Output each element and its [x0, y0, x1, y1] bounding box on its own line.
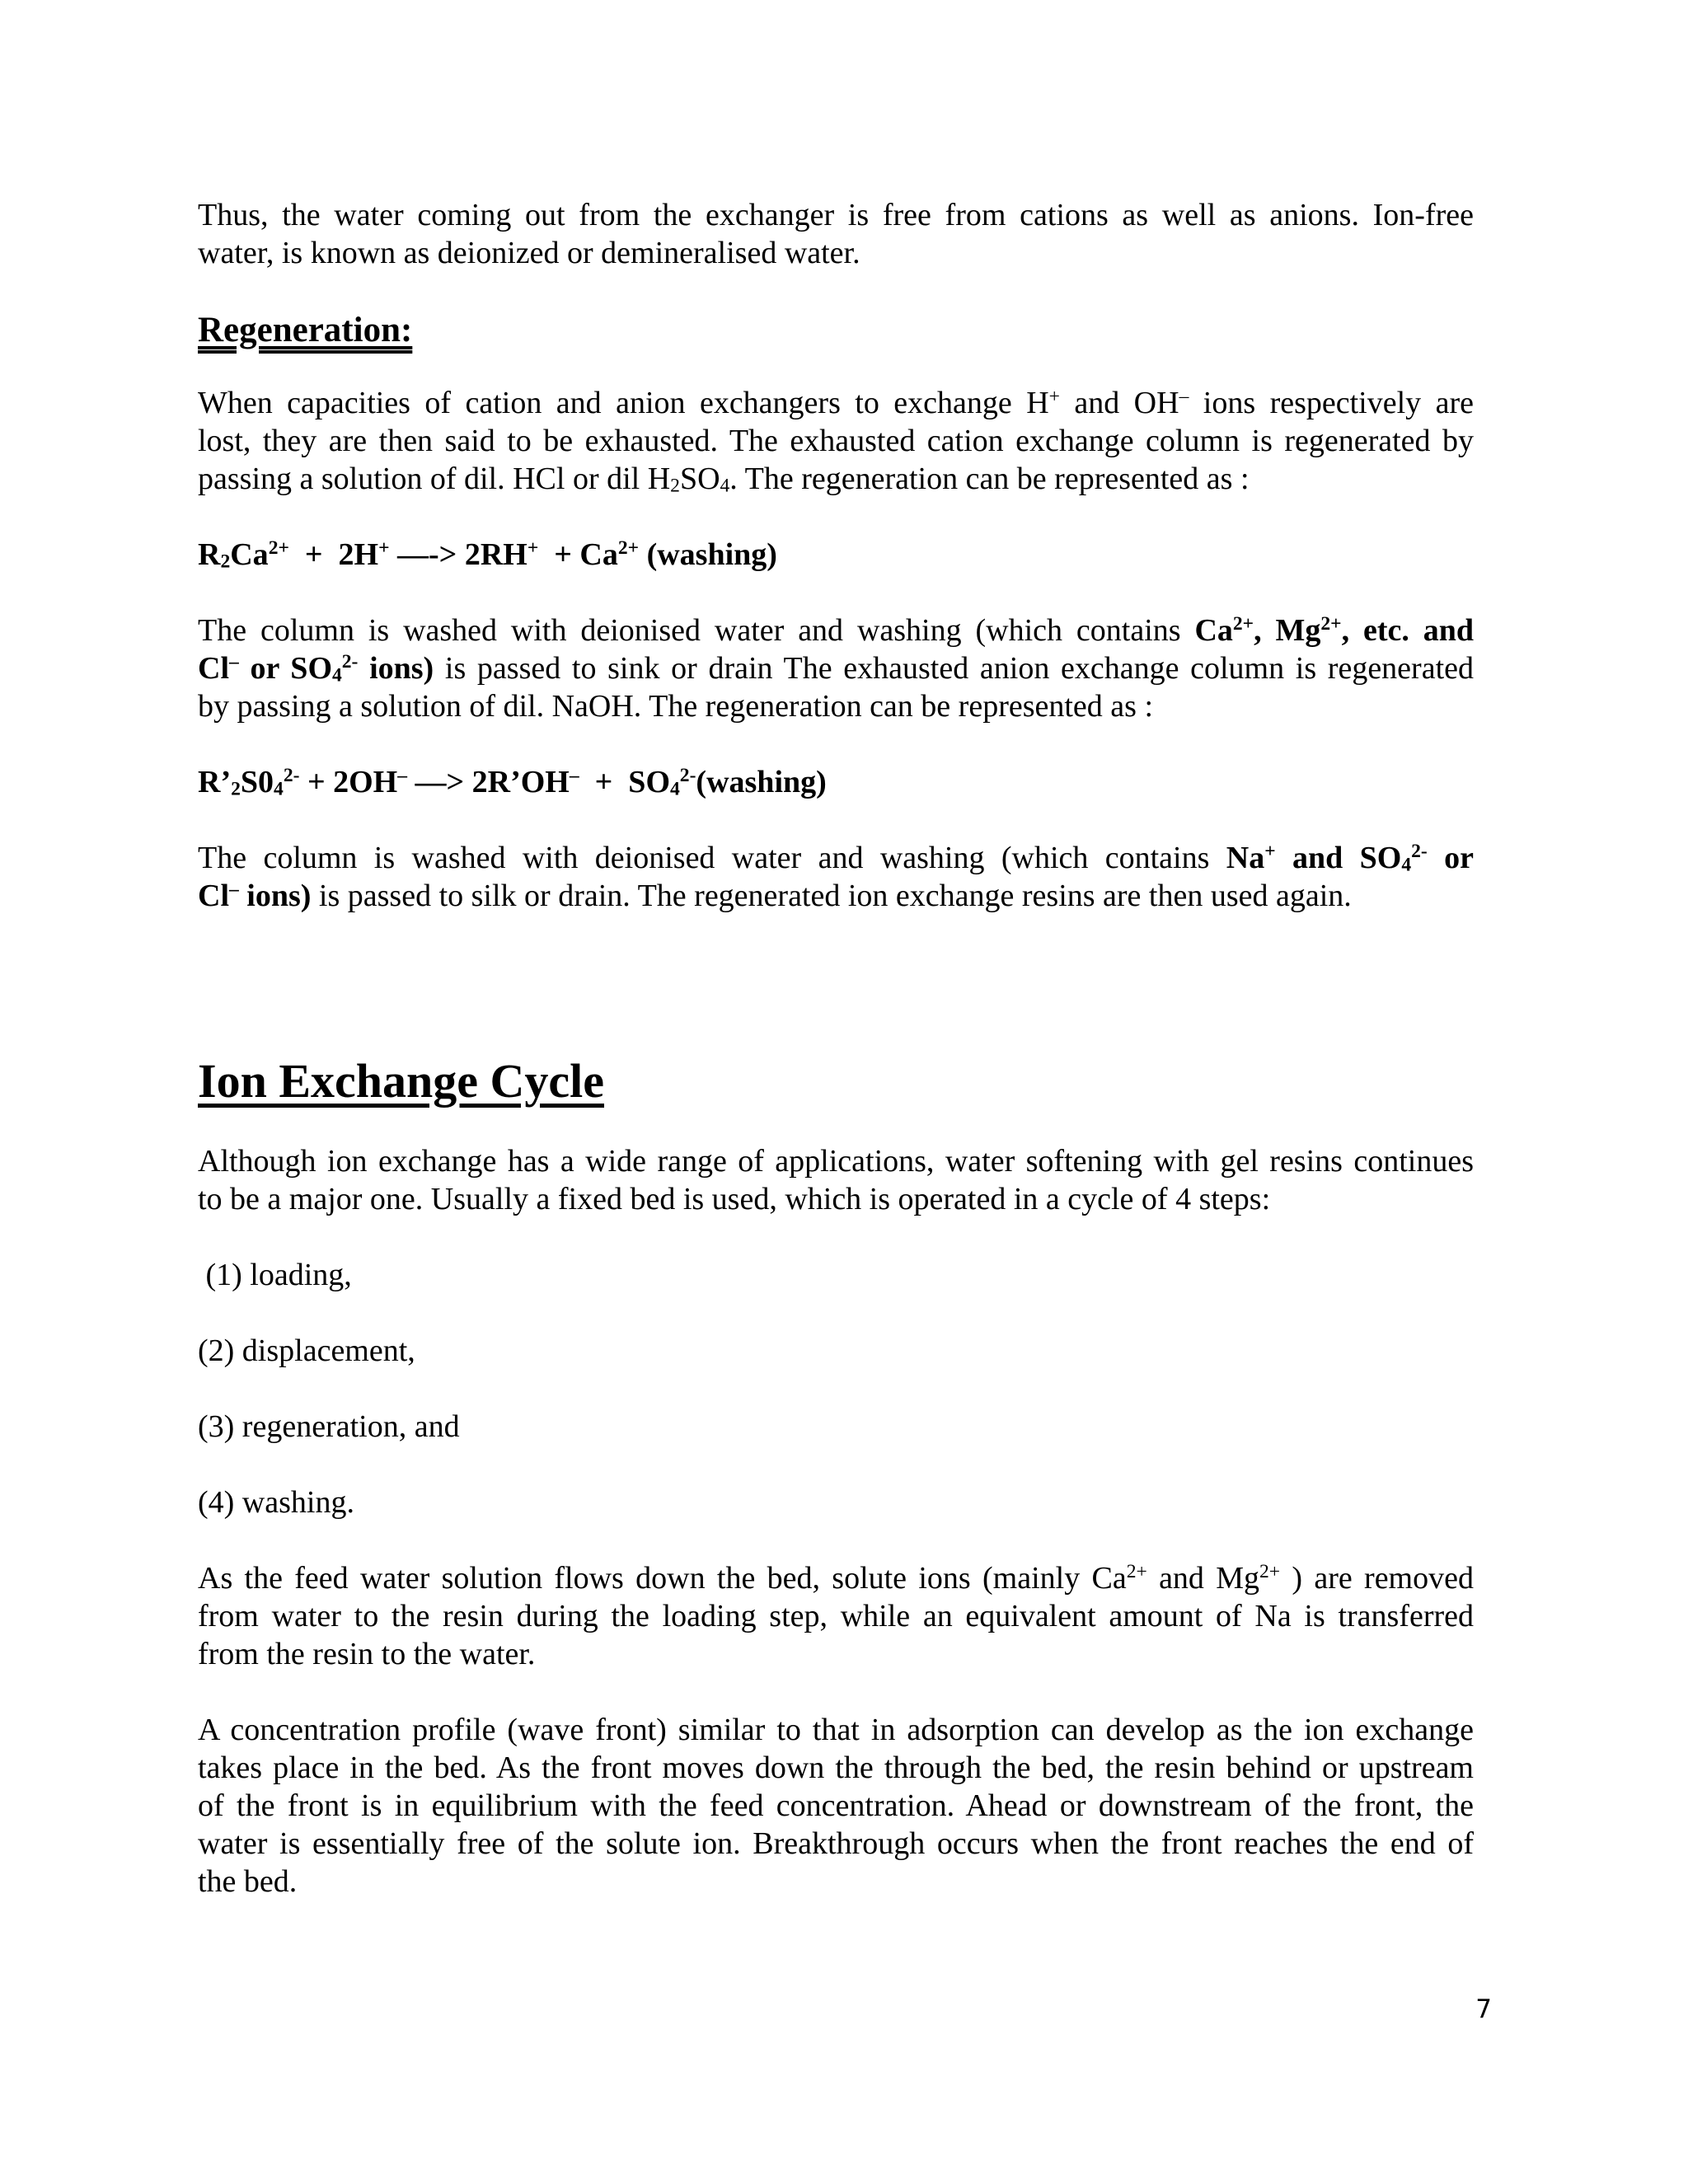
paragraph-line: Although ion exchange has a wide range of applications, water softening with gel resins continues: [198, 1144, 1474, 1179]
cation-wash-paragraph: [198, 612, 1474, 725]
paragraph-line: from water to the resin during the loading step, while an equivalent amount of Na is transferred: [198, 1599, 1474, 1633]
loading-paragraph: [198, 1559, 1474, 1673]
section-heading-wrap: [198, 1053, 1474, 1109]
list-item: (2) displacement,: [198, 1333, 415, 1368]
paragraph-line: by passing a solution of dil. NaOH. The regeneration can be represented as :: [198, 689, 1153, 724]
paragraph-line: water, is known as deionized or demineralised water.: [198, 236, 860, 270]
paragraph-line: takes place in the bed. As the front moves down the through the bed, the resin behind or upstream: [198, 1750, 1474, 1785]
paragraph-line: Cl– or $SO_4^{2-}$ ions) is passed to sink or drain The exhausted anion exchange column is regenerated: [198, 651, 1474, 687]
paragraph-line: Thus, the water coming out from the exchanger is free from cations as well as anions. Ion-free: [198, 198, 1474, 232]
paragraph-line: the bed.: [198, 1864, 298, 1899]
paragraph-line: lost, they are then said to be exhausted. The exhausted cation exchange column is regenerated by: [198, 424, 1474, 458]
regeneration-paragraph: [198, 384, 1474, 498]
paragraph-line: of the front is in equilibrium with the feed concentration. Ahead or downstream of the front, the: [198, 1788, 1474, 1823]
paragraph-line: A concentration profile (wave front) similar to that in adsorption can develop as the ion exchange: [198, 1713, 1474, 1747]
paragraph-line: The column is washed with deionised water and washing (which contains Na+ and $SO_4^{2-}$ or: [198, 841, 1474, 876]
paragraph-line: The column is washed with deionised water and washing (which contains $Ca^{2+}$, $Mg^{2+}$, etc. and: [198, 613, 1475, 648]
section-heading: Ion Exchange Cycle: [198, 1054, 604, 1108]
page-content: [198, 196, 1474, 1900]
paragraph-line: to be a major one. Usually a fixed bed is used, which is operated in a cycle of 4 steps:: [198, 1182, 1271, 1216]
paragraph-line: When capacities of cation and anion exchangers to exchange H+ and OH– ions respectively are: [198, 386, 1474, 420]
list-item: (3) regeneration, and: [198, 1409, 460, 1444]
wave-front-paragraph: [198, 1711, 1474, 1900]
anion-regeneration-equation: $R’_2S0_4^{2-} + 2OH^-$ —> 2R’OH– + $SO_4^{2-}(washing)$: [198, 765, 827, 800]
paragraph-line: water is essentially free of the solute ion. Breakthrough occurs when the front reaches the end of: [198, 1826, 1474, 1861]
paragraph-line: Cl– ions) is passed to silk or drain. The regenerated ion exchange resins are then used again.: [198, 879, 1352, 913]
anion-wash-paragraph: [198, 839, 1474, 915]
paragraph-line: passing a solution of dil. HCl or dil $H_2SO_4$. The regeneration can be represented as :: [198, 462, 1250, 497]
page-number: 7: [1475, 1994, 1492, 2024]
paragraph-line: from the resin to the water.: [198, 1637, 536, 1671]
intro-paragraph: [198, 196, 1474, 272]
paragraph-line: As the feed water solution flows down the bed, solute ions (mainly $Ca^{2+}$ and $Mg^{2+}$ ) are removed: [198, 1561, 1474, 1596]
list-item: (4) washing.: [198, 1485, 354, 1520]
cycle-intro-paragraph: [198, 1142, 1474, 1218]
regeneration-heading: Regeneration:: [198, 311, 413, 349]
cycle-steps-list: [198, 1256, 1474, 1521]
regeneration-heading-wrap: [198, 310, 1474, 351]
cation-regeneration-equation: $R_2Ca^{2+} + 2H^+$ —-> $2RH^+ + Ca^{2+}$ (washing): [198, 537, 777, 573]
list-item: (1) loading,: [198, 1258, 352, 1292]
